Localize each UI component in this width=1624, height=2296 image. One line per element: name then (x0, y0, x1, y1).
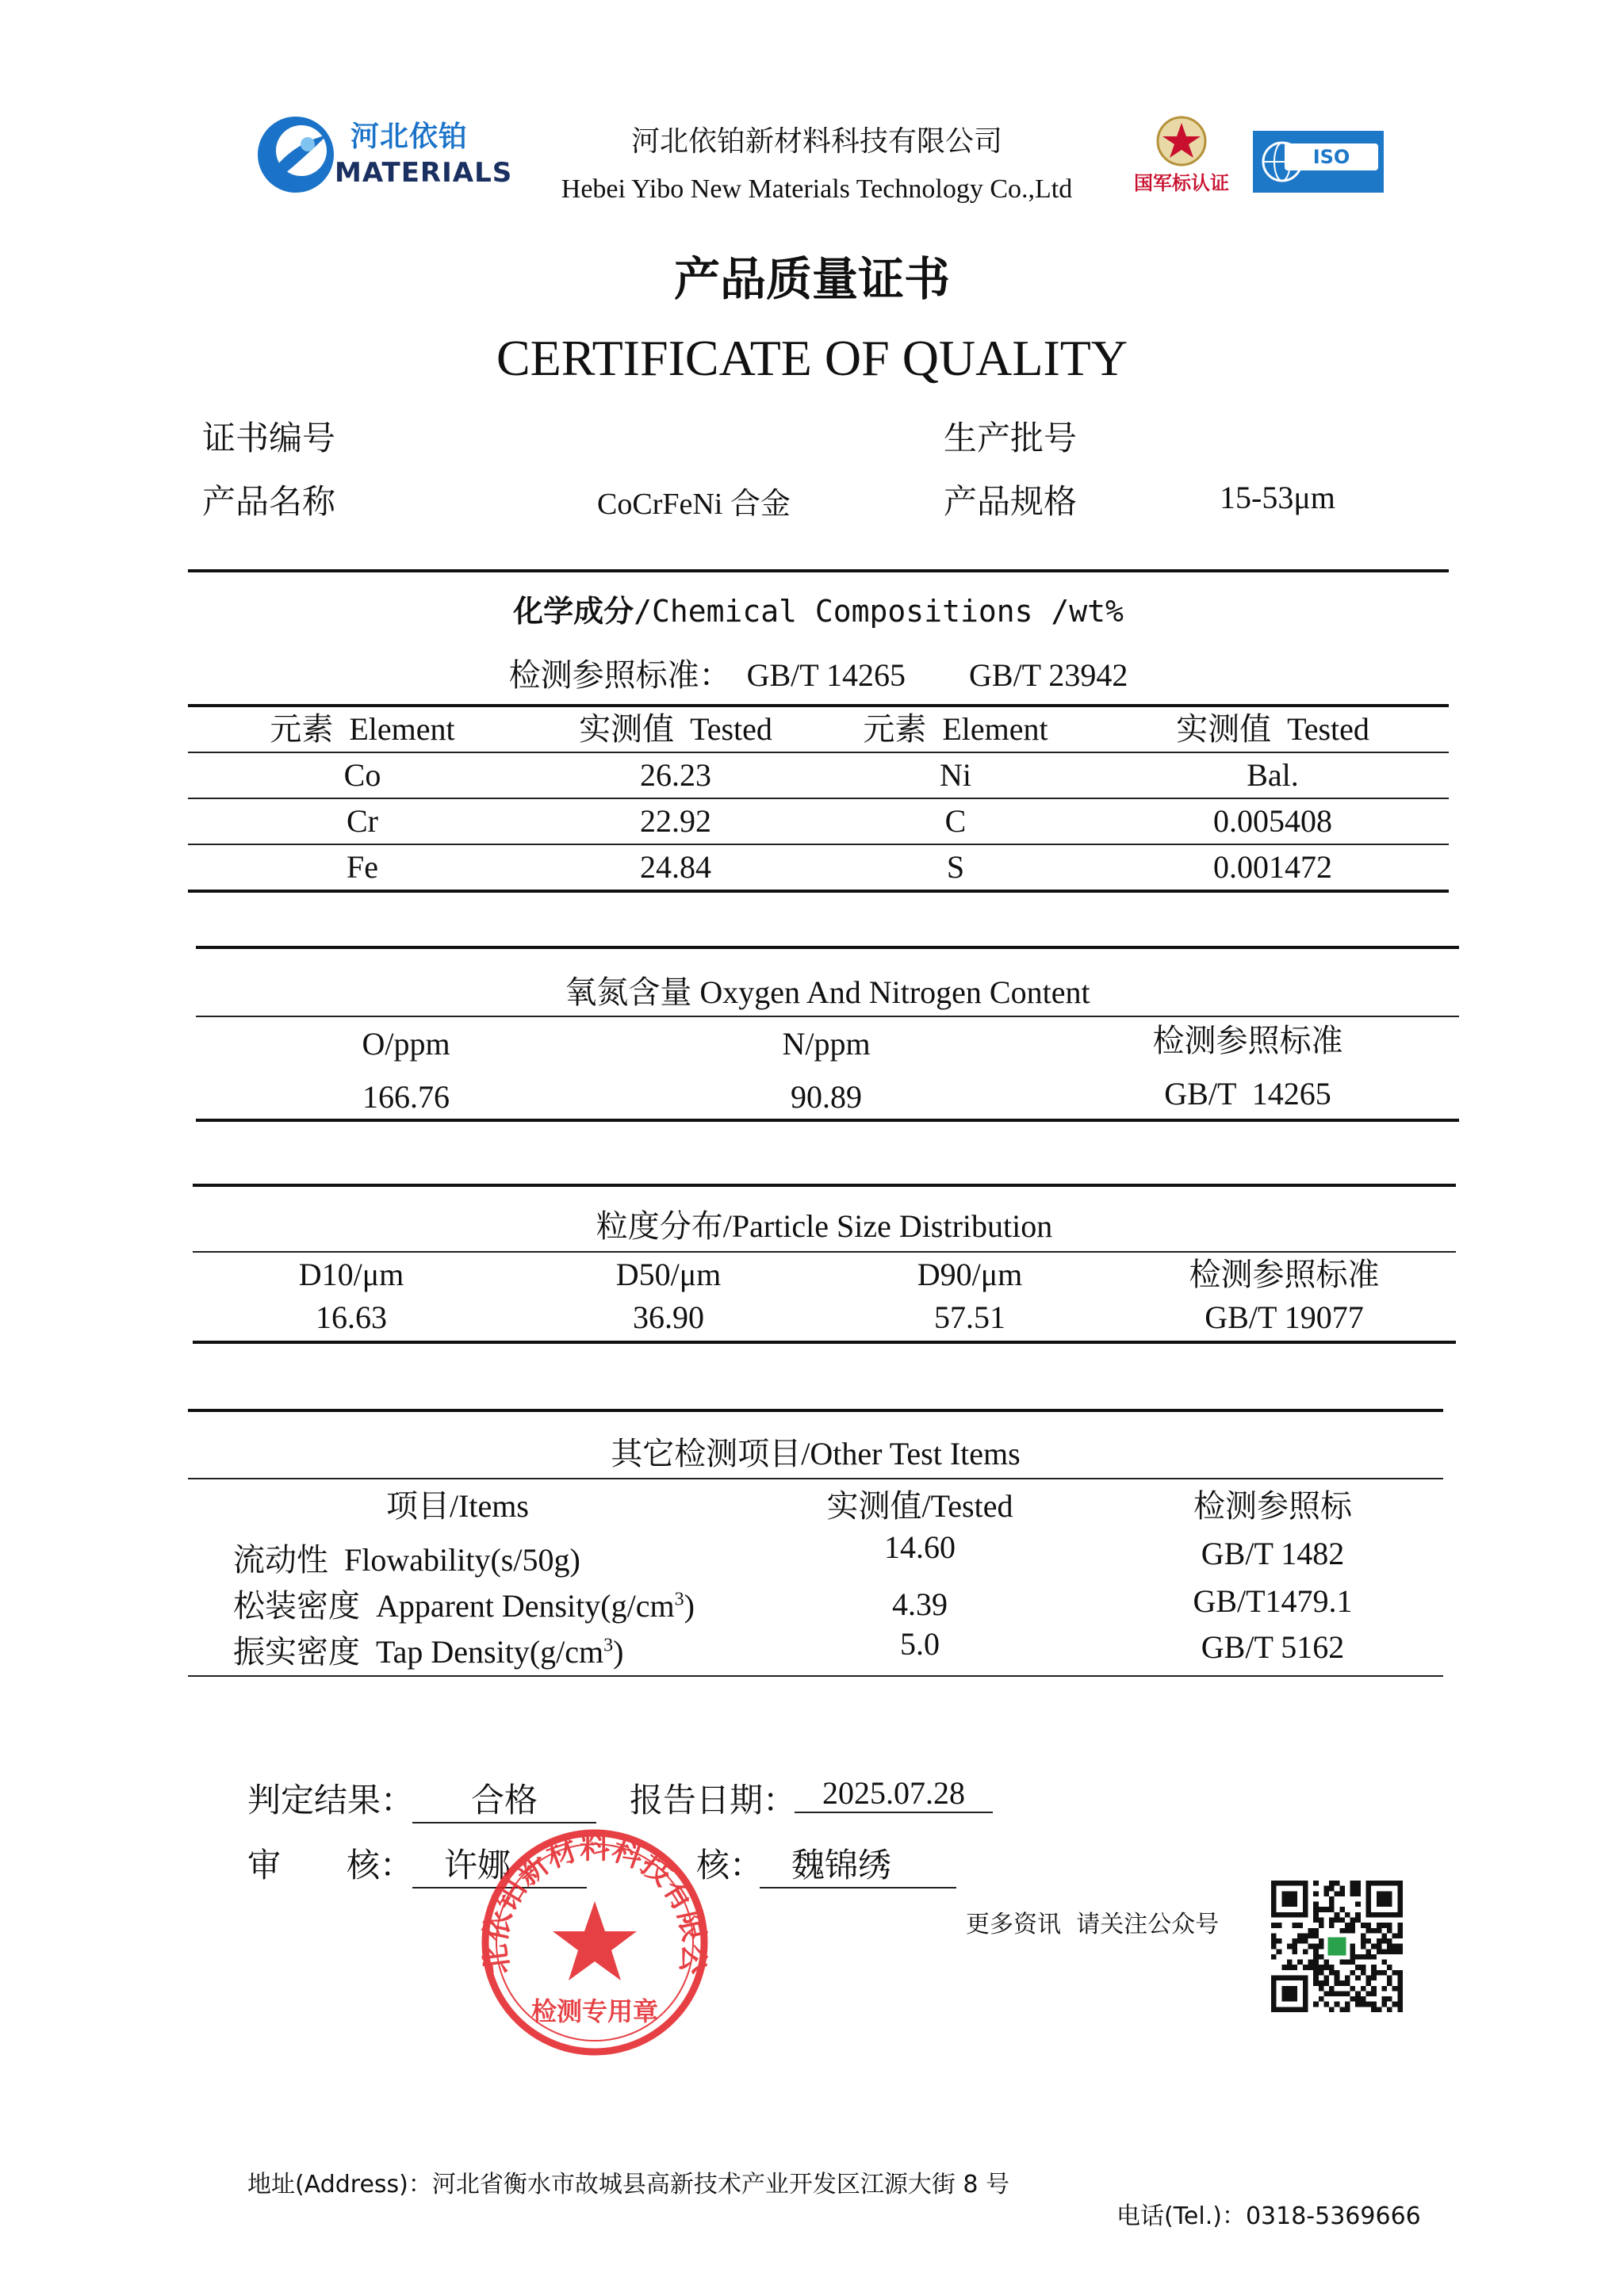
chem-header-cell: 元素 Element (270, 711, 455, 747)
particle-title: 粒度分布/Particle Size Distribution (596, 1208, 1053, 1244)
chem-cell: 0.005408 (1213, 803, 1332, 839)
other-item-cn: 振实密度 (233, 1634, 360, 1670)
chem-cell: 26.23 (640, 757, 711, 793)
chem-cell: S (946, 849, 965, 885)
chem-top-rule (188, 569, 1449, 572)
product-name-label: 产品名称 (202, 484, 336, 521)
product-name-value: CoCrFeNi 合金 (597, 488, 791, 521)
review-label-b: 核： (347, 1848, 414, 1885)
superscript: 3 (674, 1589, 684, 1610)
seal-bottom-text: 检测专用章 (530, 1996, 659, 2026)
batch-label: 生产批号 (944, 421, 1078, 457)
oxygen-value-cell: 90.89 (791, 1079, 862, 1115)
title-en: CERTIFICATE OF QUALITY (496, 330, 1128, 386)
iso-badge (1253, 131, 1384, 193)
review-label-a: 审 (247, 1848, 282, 1885)
chem-bottom-rule (188, 890, 1449, 893)
other-item-en-tail: ) (613, 1634, 624, 1670)
other-item-cn: 流动性 (233, 1542, 328, 1578)
other-title: 其它检测项目/Other Test Items (611, 1436, 1021, 1471)
chem-title-cn: 化学成分 (513, 594, 634, 629)
footer-address: 地址(Address)：河北省衡水市故城县高新技术产业开发区江源大街 8 号 (247, 2171, 1010, 2198)
company-seal (476, 1823, 714, 2061)
report-date-value: 2025.07.28 (795, 1774, 993, 1813)
other-value-cell: 4.39 (892, 1586, 948, 1622)
company-name-cn: 河北依铂新材料科技有限公司 (630, 125, 1002, 157)
oxygen-bottom-rule (196, 1119, 1459, 1122)
iso-label: ISO 9001 (1285, 144, 1378, 170)
other-top-rule (188, 1409, 1443, 1412)
particle-header-cell: D90/μm (917, 1257, 1023, 1292)
particle-header-cell: 检测参照标准 (1189, 1257, 1380, 1292)
approver-name: 魏锦绣 (760, 1839, 956, 1888)
other-item-label (233, 1627, 623, 1672)
other-standard-cell: GB/T 5162 (1201, 1629, 1345, 1665)
oxygen-header-cell: O/ppm (362, 1026, 450, 1062)
chem-cell: 22.92 (640, 803, 711, 839)
cert-no-label: 证书编号 (202, 421, 336, 457)
military-cert-badge (1130, 115, 1233, 194)
oxygen-header-cell: N/ppm (782, 1026, 871, 1062)
particle-value-cell: GB/T 19077 (1205, 1299, 1364, 1335)
other-value-cell: 14.60 (884, 1529, 956, 1565)
other-item-en: Apparent Density(g/cm (376, 1588, 675, 1624)
chem-cell: Cr (347, 803, 378, 839)
logo-en-text: MATERIALS (335, 157, 513, 189)
oxygen-top-rule (196, 946, 1459, 949)
chem-row-rule (188, 798, 1449, 799)
particle-top-rule (193, 1184, 1456, 1187)
particle-bottom-rule (193, 1341, 1456, 1344)
other-header-cell: 实测值/Tested (826, 1488, 1013, 1524)
chem-cell: 0.001472 (1213, 849, 1332, 885)
chem-cell: 24.84 (640, 849, 711, 885)
other-item-en: Tap Density(g/cm (376, 1634, 604, 1670)
chem-row-rule (188, 752, 1449, 753)
chem-cell: Co (343, 757, 381, 793)
qr-code-icon (1271, 1881, 1403, 2012)
other-standard-cell: GB/T 1482 (1201, 1536, 1345, 1571)
spec-label: 产品规格 (944, 484, 1078, 521)
other-item-label (233, 1581, 695, 1626)
approve-label: 核： (696, 1848, 764, 1885)
other-value-cell: 5.0 (900, 1626, 940, 1662)
particle-header-cell: D10/μm (298, 1257, 404, 1292)
particle-value-cell: 16.63 (316, 1299, 387, 1335)
other-item-cn: 松装密度 (233, 1588, 360, 1624)
footer-tel: 电话(Tel.)：0318-5369666 (1116, 2202, 1421, 2230)
chem-header-top-rule (188, 704, 1449, 707)
chem-title-en: /Chemical Compositions /wt% (634, 594, 1124, 629)
qr-caption: 更多资讯 请关注公众号 (966, 1911, 1220, 1938)
report-date-label: 报告日期： (630, 1783, 797, 1820)
oxygen-value-cell: 166.76 (362, 1079, 450, 1115)
chem-cell: C (944, 803, 967, 839)
oxygen-header-rule (196, 1016, 1459, 1017)
judgement-value: 合格 (412, 1774, 596, 1823)
chem-standard-line: 检测参照标准： GB/T 14265 GB/T 23942 (508, 657, 1128, 693)
other-standard-cell: GB/T1479.1 (1193, 1583, 1353, 1619)
superscript: 3 (603, 1635, 614, 1656)
other-item-en-tail: ) (684, 1588, 695, 1624)
chem-header-cell: 元素 Element (863, 711, 1048, 747)
chem-cell: Bal. (1247, 757, 1299, 793)
particle-header-cell: D50/μm (615, 1257, 722, 1292)
seal-stamp-icon (476, 1823, 714, 2061)
other-header-rule (188, 1478, 1443, 1479)
title-cn: 产品质量证书 (673, 252, 950, 306)
military-star-icon (1130, 115, 1233, 170)
reviewer-name: 许娜 (412, 1839, 587, 1888)
oxygen-header-cell: 检测参照标准 (1152, 1023, 1343, 1058)
judgement-label: 判定结果： (247, 1783, 415, 1820)
chem-title (188, 587, 1449, 630)
other-item-label (233, 1535, 580, 1580)
company-name-en: Hebei Yibo New Materials Technology Co.,Ltd (561, 174, 1073, 204)
qr-code[interactable] (1271, 1881, 1403, 2012)
particle-value-cell: 36.90 (633, 1299, 704, 1335)
other-item-en: Flowability(s/50g) (344, 1542, 580, 1578)
oxygen-title: 氧氮含量 Oxygen And Nitrogen Content (565, 974, 1090, 1010)
seal-ring-text: 北依铂新材料科技有限公 (477, 1830, 713, 1976)
chem-header-cell: 实测值 Tested (579, 711, 772, 747)
military-cert-label: 国军标认证 (1134, 172, 1229, 194)
chem-row-rule (188, 844, 1449, 845)
particle-value-cell: 57.51 (934, 1299, 1005, 1335)
logo-swoosh-icon (252, 111, 339, 198)
chem-cell: Fe (347, 849, 378, 885)
logo-cn-text: 河北依铂 (350, 121, 469, 153)
other-bottom-rule (188, 1675, 1443, 1677)
spec-value: 15-53μm (1220, 480, 1335, 515)
chem-cell: Ni (940, 757, 971, 793)
other-header-cell: 项目/Items (386, 1488, 529, 1524)
other-header-cell: 检测参照标 (1193, 1488, 1352, 1524)
company-logo (252, 111, 513, 198)
oxygen-value-cell: GB/T 14265 (1164, 1076, 1331, 1112)
particle-header-rule (193, 1251, 1456, 1253)
chem-header-cell: 实测值 Tested (1176, 711, 1369, 747)
